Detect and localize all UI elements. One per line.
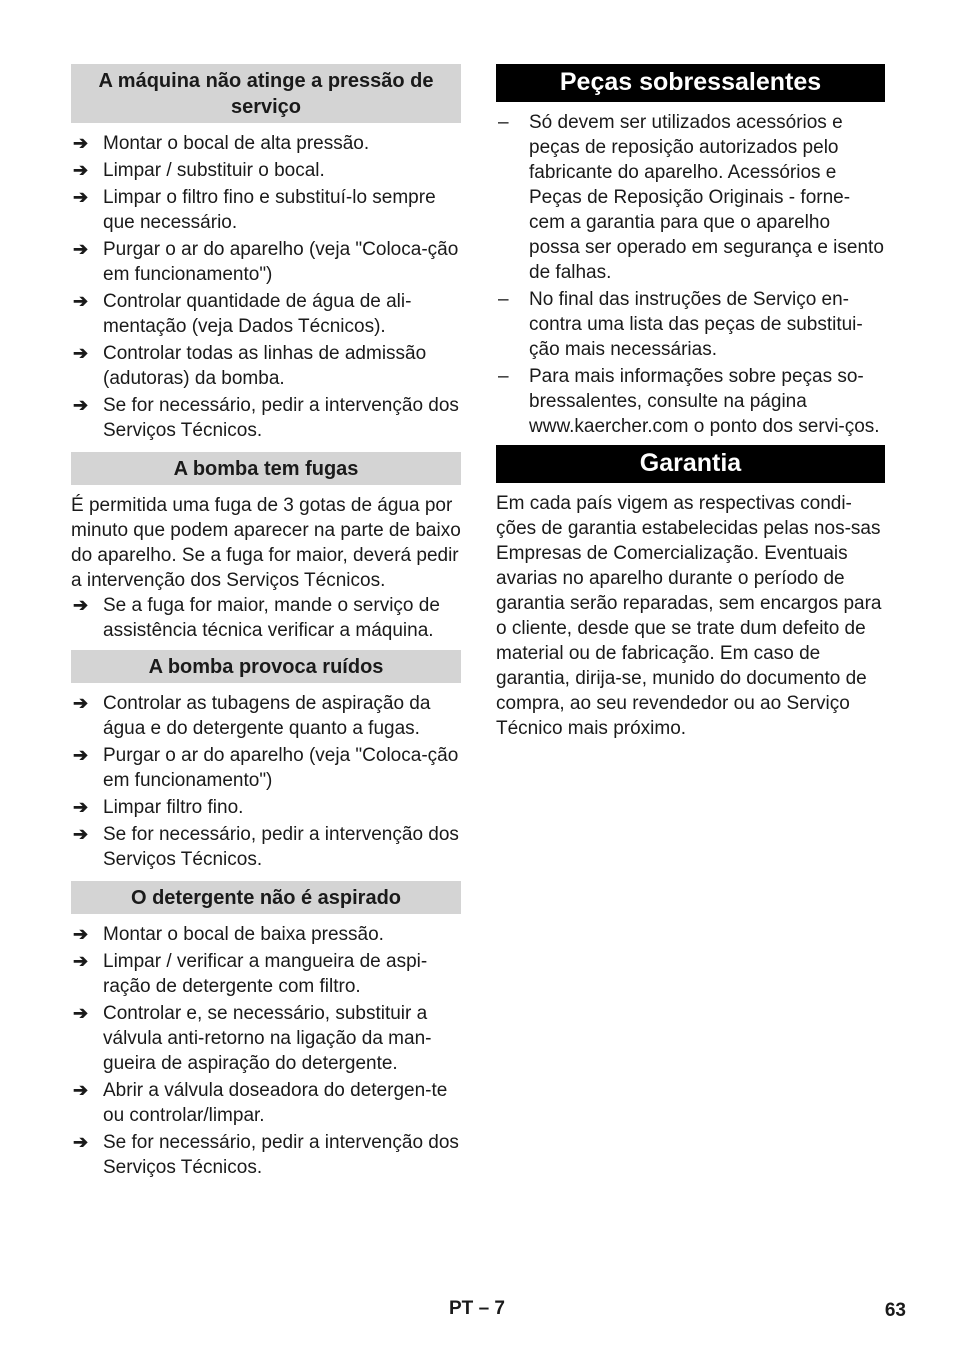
list-item [71,1078,461,1128]
list-item [71,691,461,741]
list-item-text: Montar o bocal de baixa pressão. [103,924,384,945]
dash-icon: – [498,112,509,133]
section-page-number: – 7 [478,1298,505,1319]
list-item [71,949,461,999]
list-item [71,341,461,391]
list-item [71,743,461,793]
section-heading: A bomba tem fugas [71,452,461,485]
list-item-text: Se a fuga for maior, mande o serviço de assistência técnica verificar a máquina. [103,595,440,641]
section-detergent [71,881,461,1180]
section-heading: Peças sobressalentes [496,64,885,102]
instruction-list [71,922,461,1180]
arrow-icon: ➔ [73,924,89,944]
arrow-icon: ➔ [73,824,89,844]
list-item-text: Purgar o ar do aparelho (veja "Coloca-ção em funcionamento") [103,239,459,285]
section-spare-parts [496,64,885,439]
section-noise [71,650,461,872]
section-heading: A bomba provoca ruídos [71,650,461,683]
list-item-text: Só devem ser utilizados acessórios e peças de reposição autorizados pelo fabricante do aparelho. Acessórios e Peças de Reposição Originais - forne-cem a garantia para que o aparelho possa ser operado em segurança e isento de falhas. [529,112,884,283]
section-leak [71,452,461,643]
list-item-text: Purgar o ar do aparelho (veja "Coloca-ção em funcionamento") [103,745,459,791]
left-column [71,64,461,1182]
list-item [496,364,885,439]
list-item-text: Controlar quantidade de água de ali-mentação (veja Dados Técnicos). [103,291,412,337]
paragraph: Em cada país vigem as respectivas condi-ções de garantia estabelecidas pelas nos-sas Empresas de Comercialização. Eventuais avarias no aparelho durante o período de garantia serão reparadas, sem encargos para o cliente, desde que se trate dum defeito de material ou de fabricação. Em caso de garantia, dirija-se, munido do documento de compra, ao seu revendedor ou ao Serviço Técnico mais próximo. [496,493,882,739]
list-item [71,393,461,443]
list-item [71,237,461,287]
list-item [71,593,461,643]
list-item-text: Controlar e, se necessário, substituir a válvula anti-retorno na ligação da man-gueira de aspiração do detergente. [103,1003,432,1074]
page-footer-label [449,1298,505,1320]
paragraph: É permitida uma fuga de 3 gotas de água por minuto que podem aparecer na parte de baixo do aparelho. Se a fuga for maior, deverá pedir a intervenção dos Serviços Técnicos. [71,495,461,591]
dash-list [496,110,885,439]
list-item [71,1001,461,1076]
section-heading: Garantia [496,445,885,483]
list-item-text: Limpar filtro fino. [103,797,244,818]
list-item-text: Limpar o filtro fino e substituí-lo sempre que necessário. [103,187,436,233]
list-item-text: Controlar todas as linhas de admissão (adutoras) da bomba. [103,343,427,389]
arrow-icon: ➔ [73,395,89,415]
list-item-text: Limpar / substituir o bocal. [103,160,325,181]
list-item-text: No final das instruções de Serviço en-contra uma lista das peças de substitui-ção mais necessárias. [529,289,863,360]
section-heading: A máquina não atinge a pressão de serviço [71,64,461,123]
section-heading: O detergente não é aspirado [71,881,461,914]
arrow-icon: ➔ [73,160,89,180]
dash-icon: – [498,366,509,387]
list-item [71,922,461,947]
list-item [71,158,461,183]
arrow-icon: ➔ [73,133,89,153]
list-item [71,795,461,820]
arrow-icon: ➔ [73,239,89,259]
list-item [71,131,461,156]
page-number: 63 [884,1300,906,1321]
list-item-text: Para mais informações sobre peças so-bressalentes, consulte na página www.kaercher.com o ponto dos servi-ços. [529,366,880,437]
arrow-icon: ➔ [73,1132,89,1152]
arrow-icon: ➔ [73,343,89,363]
arrow-icon: ➔ [73,745,89,765]
arrow-icon: ➔ [73,187,89,207]
list-item [71,822,461,872]
list-item-text: Limpar / verificar a mangueira de aspi-ração de detergente com filtro. [103,951,428,997]
list-item [496,110,885,285]
dash-icon: – [498,289,509,310]
instruction-list [71,131,461,443]
arrow-icon: ➔ [73,1080,89,1100]
instruction-list [71,593,461,643]
list-item [71,185,461,235]
arrow-icon: ➔ [73,951,89,971]
list-item-text: Se for necessário, pedir a intervenção dos Serviços Técnicos. [103,1132,459,1178]
list-item-text: Se for necessário, pedir a intervenção dos Serviços Técnicos. [103,824,459,870]
arrow-icon: ➔ [73,693,89,713]
list-item [71,1130,461,1180]
list-item-text: Montar o bocal de alta pressão. [103,133,370,154]
arrow-icon: ➔ [73,797,89,817]
arrow-icon: ➔ [73,595,89,615]
language-code: PT [449,1298,474,1319]
section-warranty [496,445,885,741]
arrow-icon: ➔ [73,291,89,311]
list-item [496,287,885,362]
section-pressure [71,64,461,443]
list-item [71,289,461,339]
instruction-list [71,691,461,872]
list-item-text: Abrir a válvula doseadora do detergen-te ou controlar/limpar. [103,1080,448,1126]
list-item-text: Controlar as tubagens de aspiração da água e do detergente quanto a fugas. [103,693,431,739]
arrow-icon: ➔ [73,1003,89,1023]
right-column [496,64,885,741]
list-item-text: Se for necessário, pedir a intervenção dos Serviços Técnicos. [103,395,459,441]
